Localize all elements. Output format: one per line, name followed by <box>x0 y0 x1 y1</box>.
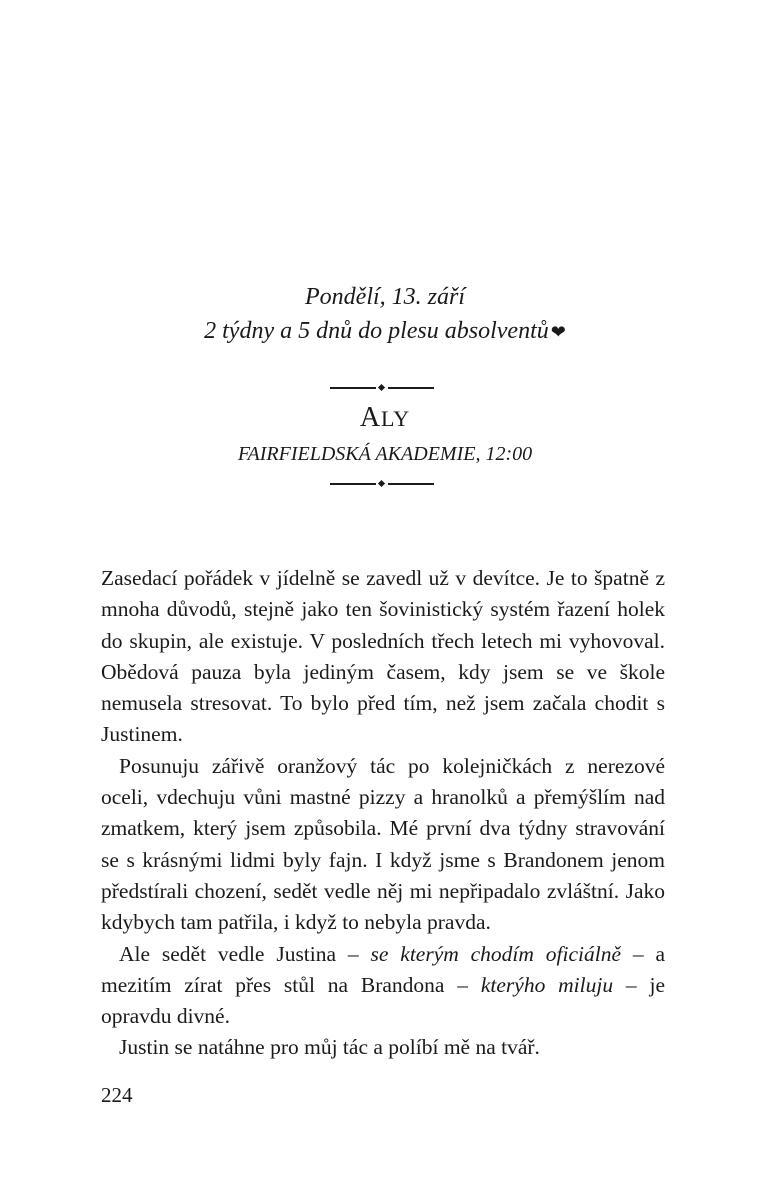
paragraph-emphasis: se kterým chodím oficiálně <box>370 941 621 966</box>
paragraph <box>101 939 665 1033</box>
chapter-date: Pondělí, 13. září <box>305 284 465 310</box>
paragraph-emphasis: kterýho miluju <box>480 972 614 997</box>
paragraph: Justin se natáhne pro můj tác a políbí mě na tvář. <box>119 1035 540 1060</box>
paragraph: Zasedací pořádek v jídelně se zavedl už v devítce. Je to špatně z mnoha důvodů, stejně jako ten šovinistický systém řazení holek do skupin, ale existuje. V posledních třech letech mi vyhovoval. Obědová pauza byla jediným časem, kdy jsem se ve škole nemusela stresovat. To bylo před tím, než jsem začala chodit s Justinem. <box>101 566 665 747</box>
heart-icon: ❤ <box>550 322 566 342</box>
page-number: 224 <box>101 1083 133 1107</box>
ornament-divider-top <box>330 384 434 392</box>
paragraph-text: Ale sedět vedle Justina – <box>119 941 371 966</box>
countdown-text: 2 týdny a 5 dnů do plesu absolventů <box>204 318 549 344</box>
paragraph: Posunuju zářivě oranžový tác po kolejničkách z nerezové oceli, vdechuju vůni mastné pizzy a hranolků a přemýšlím nad zmatkem, který jsem způsobila. Mé první dva týdny stravování se s krásnými lidmi byly fajn. I když jsme s Brandonem jenom předstírali chození, sedět vedle něj mi nepřipadalo zvláštní. Jako kdybych tam patřila, i když to nebyla pravda. <box>101 753 665 935</box>
name-rest: LY <box>381 406 411 431</box>
pov-character-name <box>0 402 770 434</box>
name-initial: A <box>359 402 382 433</box>
paragraph-text: – je opravdu divné. <box>101 972 665 1029</box>
place-time: FAIRFIELDSKÁ AKADEMIE, 12:00 <box>237 443 533 465</box>
body-text <box>101 563 665 1064</box>
chapter-countdown <box>0 318 770 345</box>
paragraph-text: – a mezitím zírat přes stůl na Brandona – <box>101 941 665 997</box>
ornament-divider-bottom <box>330 480 434 488</box>
